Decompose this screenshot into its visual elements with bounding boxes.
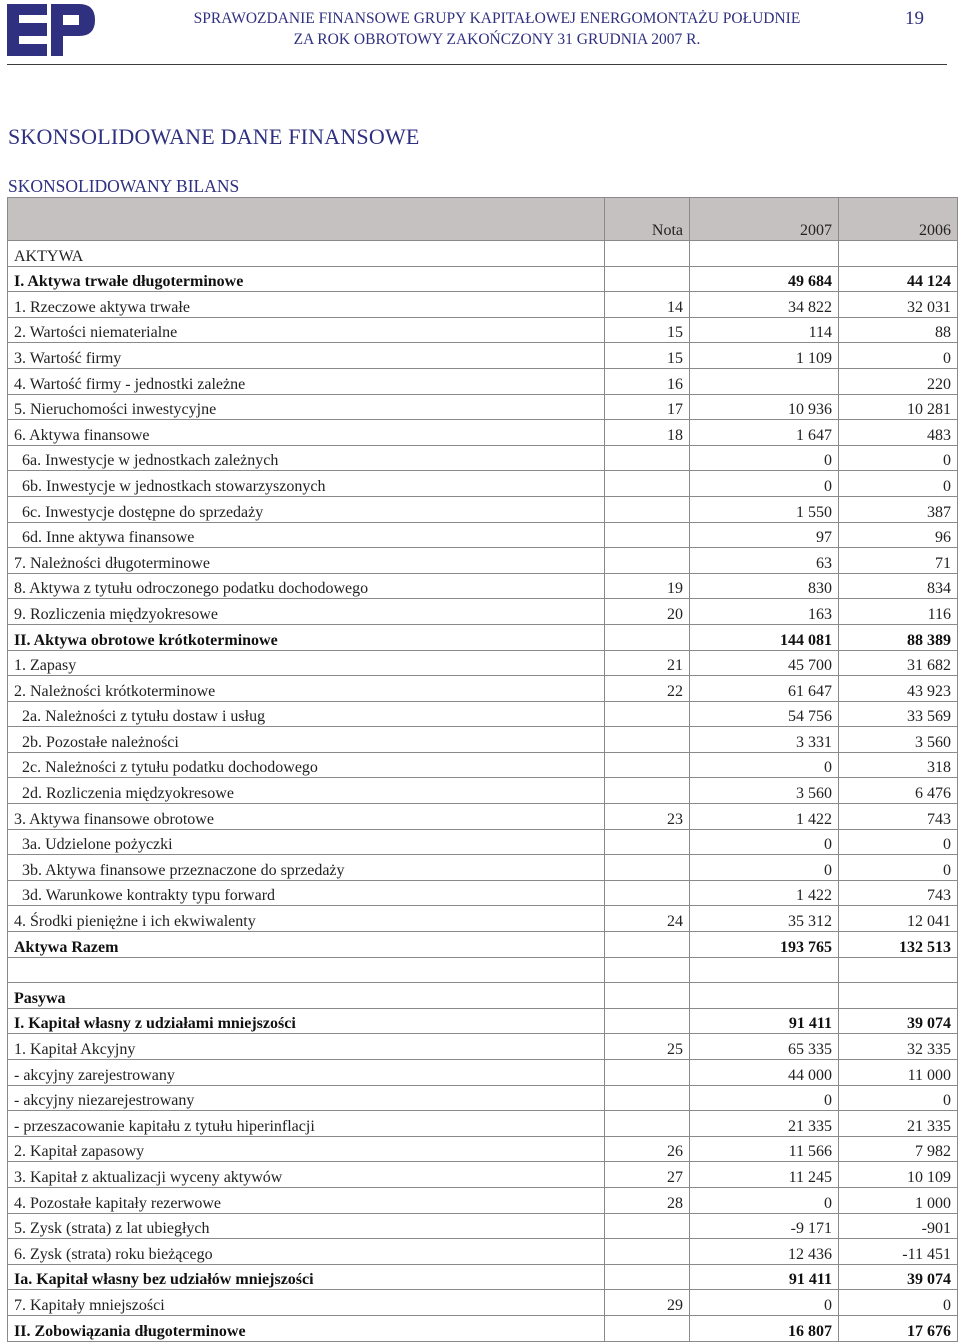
row-note: 24	[605, 906, 690, 932]
column-header-2006: 2006	[839, 198, 958, 241]
row-note: 22	[605, 676, 690, 702]
row-value-2006: 1 000	[839, 1187, 958, 1213]
row-label: 6b. Inwestycje w jednostkach stowarzyszonych	[8, 471, 605, 497]
row-label: 3. Aktywa finansowe obrotowe	[8, 804, 605, 830]
row-label: AKTYWA	[8, 241, 605, 267]
row-note	[605, 1085, 690, 1111]
row-note	[605, 471, 690, 497]
row-label: 3. Kapitał z aktualizacji wyceny aktywów	[8, 1162, 605, 1188]
row-value-2006: 12 041	[839, 906, 958, 932]
table-row	[8, 1008, 958, 1034]
row-value-2007: 0	[690, 445, 839, 471]
row-value-2006: 0	[839, 1290, 958, 1316]
table-row	[8, 241, 958, 267]
row-value-2006: 10 109	[839, 1162, 958, 1188]
row-value-2006: 116	[839, 599, 958, 625]
table-row	[8, 1136, 958, 1162]
row-note	[605, 496, 690, 522]
table-row	[8, 1239, 958, 1265]
row-value-2006	[839, 983, 958, 1009]
row-label: II. Zobowiązania długoterminowe	[8, 1315, 605, 1341]
table-row	[8, 420, 958, 446]
table-row	[8, 752, 958, 778]
row-value-2006: 834	[839, 573, 958, 599]
row-note	[605, 1315, 690, 1341]
row-note	[605, 241, 690, 267]
table-row	[8, 471, 958, 497]
row-value-2007: 65 335	[690, 1034, 839, 1060]
row-label: 8. Aktywa z tytułu odroczonego podatku dochodowego	[8, 573, 605, 599]
company-logo-mark	[7, 4, 95, 56]
row-value-2006: 6 476	[839, 778, 958, 804]
row-label: Ia. Kapitał własny bez udziałów mniejszości	[8, 1264, 605, 1290]
row-label: 3d. Warunkowe kontrakty typu forward	[8, 880, 605, 906]
row-label	[8, 957, 605, 983]
row-note: 20	[605, 599, 690, 625]
row-value-2007: 1 422	[690, 804, 839, 830]
row-value-2007: 1 647	[690, 420, 839, 446]
row-note: 27	[605, 1162, 690, 1188]
document-header	[152, 8, 842, 50]
table-row	[8, 317, 958, 343]
row-value-2007	[690, 957, 839, 983]
row-value-2006: 32 031	[839, 292, 958, 318]
row-value-2007: 97	[690, 522, 839, 548]
header-title-line-1: SPRAWOZDANIE FINANSOWE GRUPY KAPITAŁOWEJ ENERGOMONTAŻU POŁUDNIE	[193, 10, 801, 27]
row-note	[605, 1264, 690, 1290]
row-value-2007: 144 081	[690, 624, 839, 650]
row-value-2006: 11 000	[839, 1060, 958, 1086]
row-label: I. Kapitał własny z udziałami mniejszości	[8, 1008, 605, 1034]
row-label: 6. Aktywa finansowe	[8, 420, 605, 446]
row-value-2006: 387	[839, 496, 958, 522]
row-value-2007: 34 822	[690, 292, 839, 318]
table-row	[8, 855, 958, 881]
row-value-2007: 45 700	[690, 650, 839, 676]
row-value-2007: -9 171	[690, 1213, 839, 1239]
row-value-2007: 10 936	[690, 394, 839, 420]
row-note: 14	[605, 292, 690, 318]
row-value-2007: 1 109	[690, 343, 839, 369]
row-label: 2b. Pozostałe należności	[8, 727, 605, 753]
table-row	[8, 880, 958, 906]
subsection-title: SKONSOLIDOWANY BILANS	[8, 176, 240, 196]
table-row	[8, 368, 958, 394]
row-label: 1. Rzeczowe aktywa trwałe	[8, 292, 605, 318]
row-label: - akcyjny zarejestrowany	[8, 1060, 605, 1086]
row-note	[605, 1008, 690, 1034]
row-note	[605, 701, 690, 727]
row-value-2007: 114	[690, 317, 839, 343]
row-value-2007: 0	[690, 829, 839, 855]
row-value-2007: 16 807	[690, 1315, 839, 1341]
row-value-2007: 0	[690, 752, 839, 778]
row-value-2006: -11 451	[839, 1239, 958, 1265]
row-note: 17	[605, 394, 690, 420]
table-row	[8, 266, 958, 292]
row-value-2006: 743	[839, 804, 958, 830]
row-value-2007: 1 550	[690, 496, 839, 522]
row-value-2007: 12 436	[690, 1239, 839, 1265]
row-value-2007: 63	[690, 548, 839, 574]
column-header-note: Nota	[605, 198, 690, 241]
row-label: 1. Kapitał Akcyjny	[8, 1034, 605, 1060]
row-value-2006: 132 513	[839, 932, 958, 958]
row-label: II. Aktywa obrotowe krótkoterminowe	[8, 624, 605, 650]
row-note	[605, 957, 690, 983]
column-header-2007: 2007	[690, 198, 839, 241]
row-value-2007: 61 647	[690, 676, 839, 702]
row-value-2006	[839, 957, 958, 983]
row-label: I. Aktywa trwałe długoterminowe	[8, 266, 605, 292]
row-note	[605, 752, 690, 778]
table-row	[8, 343, 958, 369]
row-value-2006: 0	[839, 445, 958, 471]
row-value-2007: 0	[690, 1187, 839, 1213]
row-value-2007: 21 335	[690, 1111, 839, 1137]
table-row	[8, 1290, 958, 1316]
row-value-2007: 35 312	[690, 906, 839, 932]
row-label: 1. Zapasy	[8, 650, 605, 676]
row-value-2007: 91 411	[690, 1008, 839, 1034]
row-value-2006: 3 560	[839, 727, 958, 753]
row-value-2007: 0	[690, 855, 839, 881]
row-value-2006: 220	[839, 368, 958, 394]
section-title: SKONSOLIDOWANE DANE FINANSOWE	[8, 124, 420, 149]
row-value-2006: 0	[839, 1085, 958, 1111]
row-note	[605, 445, 690, 471]
row-value-2006: 0	[839, 343, 958, 369]
row-note	[605, 1111, 690, 1137]
row-value-2007: 830	[690, 573, 839, 599]
table-row	[8, 983, 958, 1009]
row-label: 5. Zysk (strata) z lat ubiegłych	[8, 1213, 605, 1239]
row-value-2007: 1 422	[690, 880, 839, 906]
row-note: 18	[605, 420, 690, 446]
row-value-2006: 43 923	[839, 676, 958, 702]
row-label: 4. Środki pieniężne i ich ekwiwalenty	[8, 906, 605, 932]
table-row	[8, 1162, 958, 1188]
row-value-2007: 54 756	[690, 701, 839, 727]
row-label: 4. Pozostałe kapitały rezerwowe	[8, 1187, 605, 1213]
table-row	[8, 1034, 958, 1060]
row-value-2007: 44 000	[690, 1060, 839, 1086]
table-row	[8, 1213, 958, 1239]
row-value-2007: 3 560	[690, 778, 839, 804]
row-label: - akcyjny niezarejestrowany	[8, 1085, 605, 1111]
row-label: 4. Wartość firmy - jednostki zależne	[8, 368, 605, 394]
row-value-2007	[690, 983, 839, 1009]
table-row	[8, 522, 958, 548]
table-row	[8, 957, 958, 983]
row-value-2006: 10 281	[839, 394, 958, 420]
row-value-2006: 483	[839, 420, 958, 446]
header-label-cell	[8, 198, 605, 241]
row-note	[605, 983, 690, 1009]
row-value-2006	[839, 241, 958, 267]
row-value-2006: 33 569	[839, 701, 958, 727]
row-note	[605, 266, 690, 292]
row-value-2007: 163	[690, 599, 839, 625]
table-row	[8, 624, 958, 650]
row-note	[605, 855, 690, 881]
row-value-2007: 49 684	[690, 266, 839, 292]
row-value-2006: -901	[839, 1213, 958, 1239]
header-title-line-2: ZA ROK OBROTOWY ZAKOŃCZONY 31 GRUDNIA 2007 R.	[293, 31, 701, 48]
row-label: 7. Kapitały mniejszości	[8, 1290, 605, 1316]
row-label: 2. Kapitał zapasowy	[8, 1136, 605, 1162]
row-note	[605, 932, 690, 958]
table-row	[8, 599, 958, 625]
row-note: 16	[605, 368, 690, 394]
table-row	[8, 292, 958, 318]
table-row	[8, 1060, 958, 1086]
row-label: Pasywa	[8, 983, 605, 1009]
table-row	[8, 548, 958, 574]
row-label: 7. Należności długoterminowe	[8, 548, 605, 574]
row-label: 6. Zysk (strata) roku bieżącego	[8, 1239, 605, 1265]
table-row	[8, 1264, 958, 1290]
row-value-2006: 39 074	[839, 1008, 958, 1034]
row-label: 6d. Inne aktywa finansowe	[8, 522, 605, 548]
row-note: 19	[605, 573, 690, 599]
row-label: 2. Należności krótkoterminowe	[8, 676, 605, 702]
row-label: Aktywa Razem	[8, 932, 605, 958]
row-note	[605, 778, 690, 804]
balance-sheet-table	[7, 197, 958, 1342]
row-value-2006: 44 124	[839, 266, 958, 292]
table-row	[8, 1315, 958, 1341]
row-value-2006: 0	[839, 855, 958, 881]
table-row	[8, 701, 958, 727]
row-note	[605, 829, 690, 855]
table-row	[8, 573, 958, 599]
row-value-2007: 3 331	[690, 727, 839, 753]
row-label: 5. Nieruchomości inwestycyjne	[8, 394, 605, 420]
row-note	[605, 880, 690, 906]
row-value-2006: 96	[839, 522, 958, 548]
row-note: 29	[605, 1290, 690, 1316]
row-label: 9. Rozliczenia międzyokresowe	[8, 599, 605, 625]
row-value-2006: 71	[839, 548, 958, 574]
row-label: - przeszacowanie kapitału z tytułu hiperinflacji	[8, 1111, 605, 1137]
row-value-2006: 17 676	[839, 1315, 958, 1341]
row-label: 3a. Udzielone pożyczki	[8, 829, 605, 855]
row-label: 2. Wartości niematerialne	[8, 317, 605, 343]
row-value-2006: 7 982	[839, 1136, 958, 1162]
row-label: 2d. Rozliczenia międzyokresowe	[8, 778, 605, 804]
row-note	[605, 522, 690, 548]
row-label: 3. Wartość firmy	[8, 343, 605, 369]
row-note: 25	[605, 1034, 690, 1060]
row-value-2007	[690, 241, 839, 267]
row-note: 23	[605, 804, 690, 830]
row-value-2006: 743	[839, 880, 958, 906]
row-note: 15	[605, 343, 690, 369]
row-label: 2c. Należności z tytułu podatku dochodowego	[8, 752, 605, 778]
row-label: 6c. Inwestycje dostępne do sprzedaży	[8, 496, 605, 522]
row-value-2006: 21 335	[839, 1111, 958, 1137]
row-value-2006: 31 682	[839, 650, 958, 676]
row-value-2007: 11 566	[690, 1136, 839, 1162]
row-value-2007: 11 245	[690, 1162, 839, 1188]
row-note: 21	[605, 650, 690, 676]
row-value-2007: 91 411	[690, 1264, 839, 1290]
row-value-2006: 0	[839, 471, 958, 497]
table-row	[8, 445, 958, 471]
row-value-2006: 0	[839, 829, 958, 855]
row-note	[605, 727, 690, 753]
table-row	[8, 496, 958, 522]
row-label: 3b. Aktywa finansowe przeznaczone do sprzedaży	[8, 855, 605, 881]
row-note	[605, 1239, 690, 1265]
row-note	[605, 1060, 690, 1086]
row-note	[605, 1213, 690, 1239]
row-value-2007: 193 765	[690, 932, 839, 958]
header-divider	[7, 64, 947, 65]
table-row	[8, 1111, 958, 1137]
row-value-2006: 88	[839, 317, 958, 343]
table-row	[8, 650, 958, 676]
table-header-row	[8, 198, 958, 241]
row-label: 6a. Inwestycje w jednostkach zależnych	[8, 445, 605, 471]
row-value-2006: 39 074	[839, 1264, 958, 1290]
table-row	[8, 778, 958, 804]
row-value-2006: 88 389	[839, 624, 958, 650]
row-value-2007: 0	[690, 471, 839, 497]
row-value-2006: 32 335	[839, 1034, 958, 1060]
row-value-2007	[690, 368, 839, 394]
row-note	[605, 548, 690, 574]
table-row	[8, 932, 958, 958]
row-note	[605, 624, 690, 650]
row-note: 28	[605, 1187, 690, 1213]
table-row	[8, 829, 958, 855]
table-row	[8, 676, 958, 702]
page-number: 19	[905, 8, 924, 29]
table-row	[8, 394, 958, 420]
row-note: 15	[605, 317, 690, 343]
row-label: 2a. Należności z tytułu dostaw i usług	[8, 701, 605, 727]
row-value-2007: 0	[690, 1085, 839, 1111]
table-row	[8, 906, 958, 932]
row-note: 26	[605, 1136, 690, 1162]
table-row	[8, 1085, 958, 1111]
table-row	[8, 804, 958, 830]
company-logo	[7, 4, 95, 56]
row-value-2006: 318	[839, 752, 958, 778]
row-value-2007: 0	[690, 1290, 839, 1316]
table-row	[8, 727, 958, 753]
table-row	[8, 1187, 958, 1213]
